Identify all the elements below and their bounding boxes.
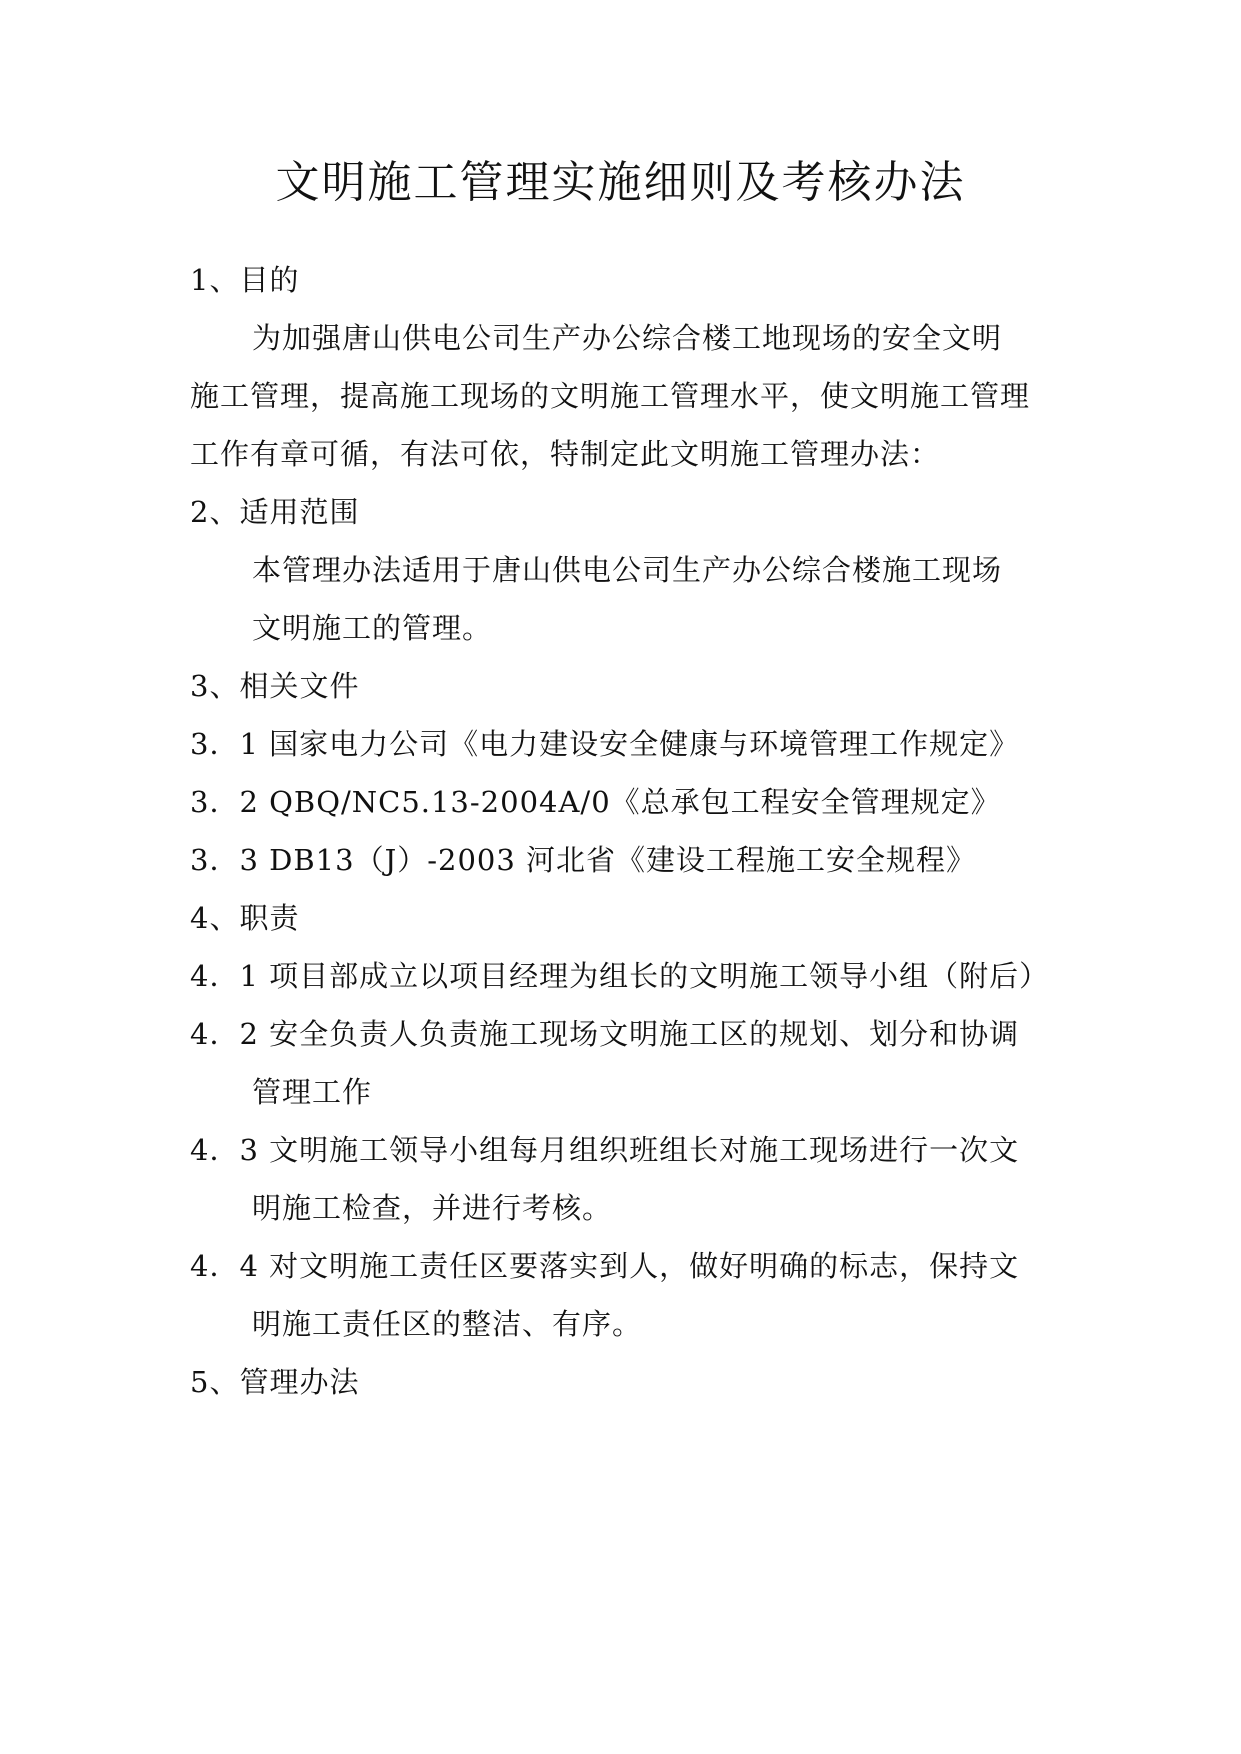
list-item: 4．1 项目部成立以项目经理为组长的文明施工领导小组（附后） [190, 959, 1050, 993]
section-heading-management-methods: 5、管理办法 [190, 1365, 360, 1399]
list-item: 3．2 QBQ/NC5.13-2004A/0《总承包工程安全管理规定》 [190, 785, 1001, 819]
section-heading-scope: 2、适用范围 [190, 495, 360, 529]
list-item-continuation: 明施工检查，并进行考核。 [252, 1191, 613, 1225]
list-item: 3．3 DB13（J）-2003 河北省《建设工程施工安全规程》 [190, 843, 977, 877]
list-item: 4．2 安全负责人负责施工现场文明施工区的规划、划分和协调 [190, 1017, 1020, 1051]
list-item: 3．1 国家电力公司《电力建设安全健康与环境管理工作规定》 [190, 727, 1020, 761]
section-heading-purpose: 1、目的 [190, 263, 300, 297]
paragraph-line: 本管理办法适用于唐山供电公司生产办公综合楼施工现场 [252, 553, 1003, 587]
list-item: 4．3 文明施工领导小组每月组织班组长对施工现场进行一次文 [190, 1133, 1020, 1167]
paragraph-line: 文明施工的管理。 [252, 611, 493, 645]
document-title: 文明施工管理实施细则及考核办法 [275, 157, 966, 208]
paragraph-line: 为加强唐山供电公司生产办公综合楼工地现场的安全文明 [252, 321, 1003, 355]
section-heading-responsibilities: 4、职责 [190, 901, 300, 935]
list-item-continuation: 明施工责任区的整洁、有序。 [252, 1307, 643, 1341]
paragraph-line: 施工管理，提高施工现场的文明施工管理水平，使文明施工管理 [190, 379, 1031, 413]
section-heading-related-documents: 3、相关文件 [190, 669, 360, 703]
paragraph-line: 工作有章可循，有法可依，特制定此文明施工管理办法： [190, 437, 941, 471]
list-item-continuation: 管理工作 [252, 1075, 373, 1109]
list-item: 4．4 对文明施工责任区要落实到人，做好明确的标志，保持文 [190, 1249, 1020, 1283]
